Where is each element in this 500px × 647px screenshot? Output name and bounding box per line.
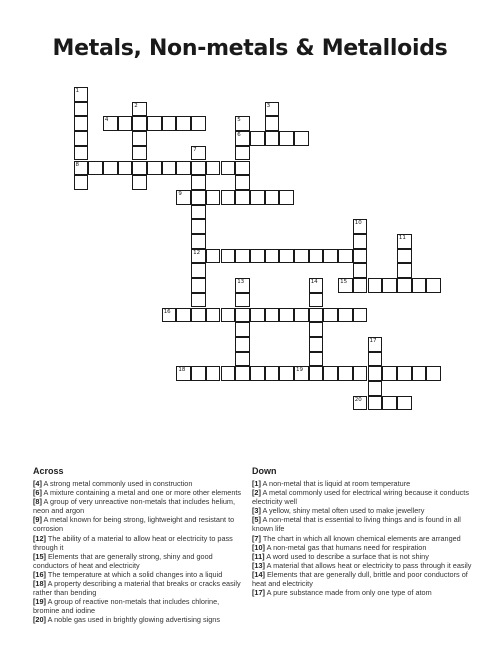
grid-cell[interactable]	[235, 116, 250, 131]
grid-cell[interactable]	[221, 190, 236, 205]
grid-cell[interactable]	[147, 116, 162, 131]
grid-cell[interactable]	[162, 308, 177, 323]
grid-cell[interactable]	[191, 278, 206, 293]
across-clues	[33, 465, 245, 625]
across-clue	[33, 597, 245, 615]
grid-cell[interactable]	[382, 396, 397, 411]
grid-cell[interactable]	[397, 278, 412, 293]
grid-cell[interactable]	[265, 102, 280, 117]
grid-cell[interactable]	[191, 263, 206, 278]
grid-cell[interactable]	[206, 308, 221, 323]
down-clue	[252, 506, 472, 515]
grid-cell[interactable]	[132, 116, 147, 131]
clue-number-label: 4	[104, 117, 109, 124]
clue-number: [7]	[252, 533, 261, 543]
grid-cell[interactable]	[74, 161, 89, 176]
grid-cell[interactable]	[265, 308, 280, 323]
grid-cell[interactable]	[191, 234, 206, 249]
grid-cell[interactable]	[265, 249, 280, 264]
grid-cell[interactable]	[132, 161, 147, 176]
across-heading: Across	[33, 466, 64, 476]
grid-cell[interactable]	[279, 366, 294, 381]
clue-number: [13]	[252, 560, 265, 570]
grid-cell[interactable]	[235, 352, 250, 367]
clue-number-label: 9	[178, 190, 182, 197]
clue-text: A material that allows heat or electricity to pass through it easily	[264, 560, 472, 570]
clue-number: [9]	[33, 515, 42, 525]
grid-cell[interactable]	[103, 161, 118, 176]
clue-text: A non-metal that is liquid at room temperature	[260, 479, 411, 488]
grid-cell[interactable]	[323, 366, 338, 381]
grid-cell[interactable]	[353, 366, 368, 381]
grid-cell[interactable]	[74, 131, 89, 146]
grid-cell[interactable]	[74, 87, 89, 102]
grid-cell[interactable]	[294, 249, 309, 264]
grid-cell[interactable]	[368, 396, 383, 411]
grid-cell[interactable]	[221, 249, 236, 264]
grid-cell[interactable]	[235, 146, 250, 161]
across-clue	[33, 534, 245, 552]
grid-cell[interactable]	[309, 366, 324, 381]
across-clue	[33, 479, 245, 488]
grid-cell[interactable]	[235, 190, 250, 205]
grid-cell[interactable]	[323, 249, 338, 264]
grid-cell[interactable]	[74, 102, 89, 117]
grid-cell[interactable]	[250, 308, 265, 323]
grid-cell[interactable]	[206, 161, 221, 176]
grid-cell[interactable]	[353, 308, 368, 323]
grid-cell[interactable]	[235, 249, 250, 264]
grid-cell[interactable]	[368, 352, 383, 367]
clue-number-label: 17	[369, 337, 377, 344]
grid-cell[interactable]	[176, 308, 191, 323]
grid-cell[interactable]	[397, 234, 412, 249]
grid-cell[interactable]	[191, 161, 206, 176]
clue-number-label: 18	[178, 367, 186, 374]
grid-cell[interactable]	[235, 293, 250, 308]
across-clue	[33, 615, 245, 624]
down-clue	[252, 588, 472, 597]
grid-cell[interactable]	[294, 366, 309, 381]
grid-cell[interactable]	[118, 161, 133, 176]
down-clue	[252, 534, 472, 543]
grid-cell[interactable]	[176, 161, 191, 176]
clue-number: [5]	[252, 515, 261, 525]
grid-cell[interactable]	[294, 308, 309, 323]
grid-cell[interactable]	[265, 131, 280, 146]
grid-cell[interactable]	[309, 337, 324, 352]
clue-number-label: 2	[134, 102, 138, 109]
down-clue-list	[252, 479, 472, 597]
grid-cell[interactable]	[235, 278, 250, 293]
across-clue	[33, 579, 245, 597]
clue-number: [8]	[33, 497, 42, 507]
grid-cell[interactable]	[265, 190, 280, 205]
clue-text: A group of reactive non-metals that includes chlorine, bromine and iodine	[33, 597, 220, 616]
clue-text: A group of very unreactive non-metals that includes helium, neon and argon	[33, 497, 235, 516]
grid-cell[interactable]	[309, 249, 324, 264]
clue-text: A mixture containing a metal and one or more other elements	[41, 488, 242, 498]
grid-cell[interactable]	[235, 161, 250, 176]
clue-number: [19]	[33, 597, 46, 607]
grid-cell[interactable]	[74, 146, 89, 161]
clue-number: [12]	[33, 533, 46, 543]
clue-text: A non-metal gas that humans need for respiration	[264, 542, 427, 552]
grid-cell[interactable]	[132, 102, 147, 117]
clue-number: [1]	[252, 479, 261, 488]
grid-cell[interactable]	[235, 322, 250, 337]
grid-cell[interactable]	[74, 175, 89, 190]
grid-cell[interactable]	[382, 366, 397, 381]
clue-number-label: 8	[75, 161, 79, 168]
grid-cell[interactable]	[279, 131, 294, 146]
clue-text: A strong metal commonly used in construction	[41, 479, 193, 488]
grid-cell[interactable]	[368, 278, 383, 293]
down-clue	[252, 552, 472, 561]
grid-cell[interactable]	[132, 175, 147, 190]
down-clue	[252, 570, 472, 588]
grid-cell[interactable]	[279, 190, 294, 205]
clue-text: A word used to describe a surface that is not shiny	[264, 551, 429, 561]
grid-cell[interactable]	[368, 381, 383, 396]
clue-number: [14]	[252, 569, 265, 579]
clue-number: [15]	[33, 551, 46, 561]
grid-cell[interactable]	[191, 249, 206, 264]
clue-text: The chart in which all known chemical elements are arranged	[260, 533, 461, 543]
clue-text: Elements that are generally strong, shiny and good conductors of heat and electricity	[33, 551, 213, 570]
clue-text: A metal known for being strong, lightweight and resistant to corrosion	[33, 515, 235, 534]
grid-cell[interactable]	[265, 116, 280, 131]
clue-number: [3]	[252, 506, 261, 516]
grid-cell[interactable]	[368, 337, 383, 352]
grid-cell[interactable]	[353, 234, 368, 249]
grid-cell[interactable]	[412, 366, 427, 381]
clue-number-label: 20	[354, 396, 362, 403]
across-clue	[33, 570, 245, 579]
clue-number-label: 10	[354, 220, 362, 227]
down-clue	[252, 479, 472, 488]
clue-text: A metal commonly used for electrical wiring because it conducts electricity well	[252, 488, 469, 507]
clue-text: A noble gas used in brightly glowing advertising signs	[45, 615, 221, 625]
clue-number: [20]	[33, 615, 46, 625]
clue-number: [10]	[252, 542, 265, 552]
grid-cell[interactable]	[206, 249, 221, 264]
grid-cell[interactable]	[382, 278, 397, 293]
clue-number-label: 15	[340, 279, 348, 286]
clue-number-label: 14	[310, 279, 318, 286]
across-clue	[33, 515, 245, 533]
across-clue	[33, 497, 245, 515]
grid-cell[interactable]	[279, 308, 294, 323]
grid-cell[interactable]	[191, 116, 206, 131]
grid-cell[interactable]	[279, 249, 294, 264]
grid-cell[interactable]	[206, 366, 221, 381]
grid-cell[interactable]	[176, 190, 191, 205]
clue-number-label: 16	[163, 308, 171, 315]
grid-cell[interactable]	[353, 219, 368, 234]
grid-cell[interactable]	[309, 308, 324, 323]
grid-cell[interactable]	[397, 366, 412, 381]
clue-text: The ability of a material to allow heat or electricity to pass through it	[33, 533, 233, 552]
grid-cell[interactable]	[338, 308, 353, 323]
page-title: Metals, Non-metals & Metalloids	[52, 36, 448, 61]
across-clue	[33, 488, 245, 497]
grid-cell[interactable]	[265, 366, 280, 381]
grid-cell[interactable]	[338, 249, 353, 264]
grid-cell[interactable]	[353, 396, 368, 411]
grid-cell[interactable]	[309, 278, 324, 293]
grid-cell[interactable]	[309, 352, 324, 367]
grid-cell[interactable]	[221, 366, 236, 381]
clue-number: [17]	[252, 588, 265, 598]
grid-cell[interactable]	[323, 308, 338, 323]
grid-cell[interactable]	[397, 396, 412, 411]
grid-cell[interactable]	[176, 366, 191, 381]
grid-cell[interactable]	[191, 308, 206, 323]
grid-cell[interactable]	[235, 131, 250, 146]
down-heading: Down	[252, 466, 277, 476]
clue-number-label: 5	[237, 117, 241, 124]
grid-cell[interactable]	[191, 175, 206, 190]
clue-text: A pure substance made from only one type of atom	[264, 588, 432, 598]
grid-cell[interactable]	[191, 205, 206, 220]
clue-number-label: 3	[266, 102, 271, 109]
clue-number-label: 11	[398, 235, 406, 241]
grid-cell[interactable]	[250, 366, 265, 381]
grid-cell[interactable]	[147, 161, 162, 176]
grid-cell[interactable]	[412, 278, 427, 293]
across-clue-list	[33, 479, 245, 625]
clue-number: [4]	[33, 479, 42, 488]
clue-text: Elements that are generally dull, brittle and poor conductors of heat and electricity	[252, 569, 468, 589]
down-clue	[252, 488, 472, 506]
grid-cell[interactable]	[309, 322, 324, 337]
grid-cell[interactable]	[309, 293, 324, 308]
grid-cell[interactable]	[397, 249, 412, 264]
grid-cell[interactable]	[221, 161, 236, 176]
clue-number: [2]	[252, 488, 261, 498]
clue-number: [18]	[33, 579, 46, 589]
grid-cell[interactable]	[235, 366, 250, 381]
clue-number: [11]	[252, 551, 265, 561]
clue-number: [16]	[33, 569, 46, 579]
clue-number: [6]	[33, 488, 42, 498]
grid-cell[interactable]	[426, 366, 441, 381]
grid-cell[interactable]	[221, 308, 236, 323]
clue-number-label: 6	[237, 132, 241, 139]
grid-cell[interactable]	[250, 131, 265, 146]
clue-number-label: 12	[193, 249, 201, 256]
grid-cell[interactable]	[118, 116, 133, 131]
grid-cell[interactable]	[235, 175, 250, 190]
grid-cell[interactable]	[74, 116, 89, 131]
grid-cell[interactable]	[191, 190, 206, 205]
clue-text: A yellow, shiny metal often used to make jewellery	[260, 506, 425, 516]
grid-cell[interactable]	[132, 131, 147, 146]
grid-cell[interactable]	[368, 366, 383, 381]
grid-cell[interactable]	[294, 131, 309, 146]
clue-number-label: 1	[75, 88, 79, 94]
down-clues	[252, 465, 472, 597]
grid-cell[interactable]	[235, 308, 250, 323]
clue-number-label: 19	[296, 367, 303, 374]
down-clue	[252, 561, 472, 570]
down-clue	[252, 543, 472, 552]
grid-cell[interactable]	[353, 249, 368, 264]
grid-cell[interactable]	[176, 116, 191, 131]
grid-cell[interactable]	[191, 366, 206, 381]
grid-cell[interactable]	[103, 116, 118, 131]
clue-number-label: 13	[237, 279, 245, 286]
grid-cell[interactable]	[250, 249, 265, 264]
grid-cell[interactable]	[162, 161, 177, 176]
grid-cell[interactable]	[132, 146, 147, 161]
grid-cell[interactable]	[250, 190, 265, 205]
clue-text: A non-metal that is essential to living things and is found in all known life	[252, 515, 461, 534]
grid-cell[interactable]	[353, 263, 368, 278]
grid-cell[interactable]	[235, 337, 250, 352]
clue-number-label: 7	[193, 146, 197, 153]
down-clue	[252, 515, 472, 533]
grid-cell[interactable]	[353, 278, 368, 293]
grid-cell[interactable]	[338, 366, 353, 381]
grid-cell[interactable]	[88, 161, 103, 176]
clue-text: The temperature at which a solid changes into a liquid	[45, 569, 223, 579]
grid-cell[interactable]	[191, 293, 206, 308]
grid-cell[interactable]	[162, 116, 177, 131]
clue-text: A property describing a material that breaks or cracks easily rather than bending	[33, 579, 241, 598]
grid-cell[interactable]	[338, 278, 353, 293]
grid-cell[interactable]	[397, 263, 412, 278]
grid-cell[interactable]	[191, 219, 206, 234]
grid-cell[interactable]	[426, 278, 441, 293]
grid-cell[interactable]	[206, 190, 221, 205]
across-clue	[33, 552, 245, 570]
grid-cell[interactable]	[191, 146, 206, 161]
